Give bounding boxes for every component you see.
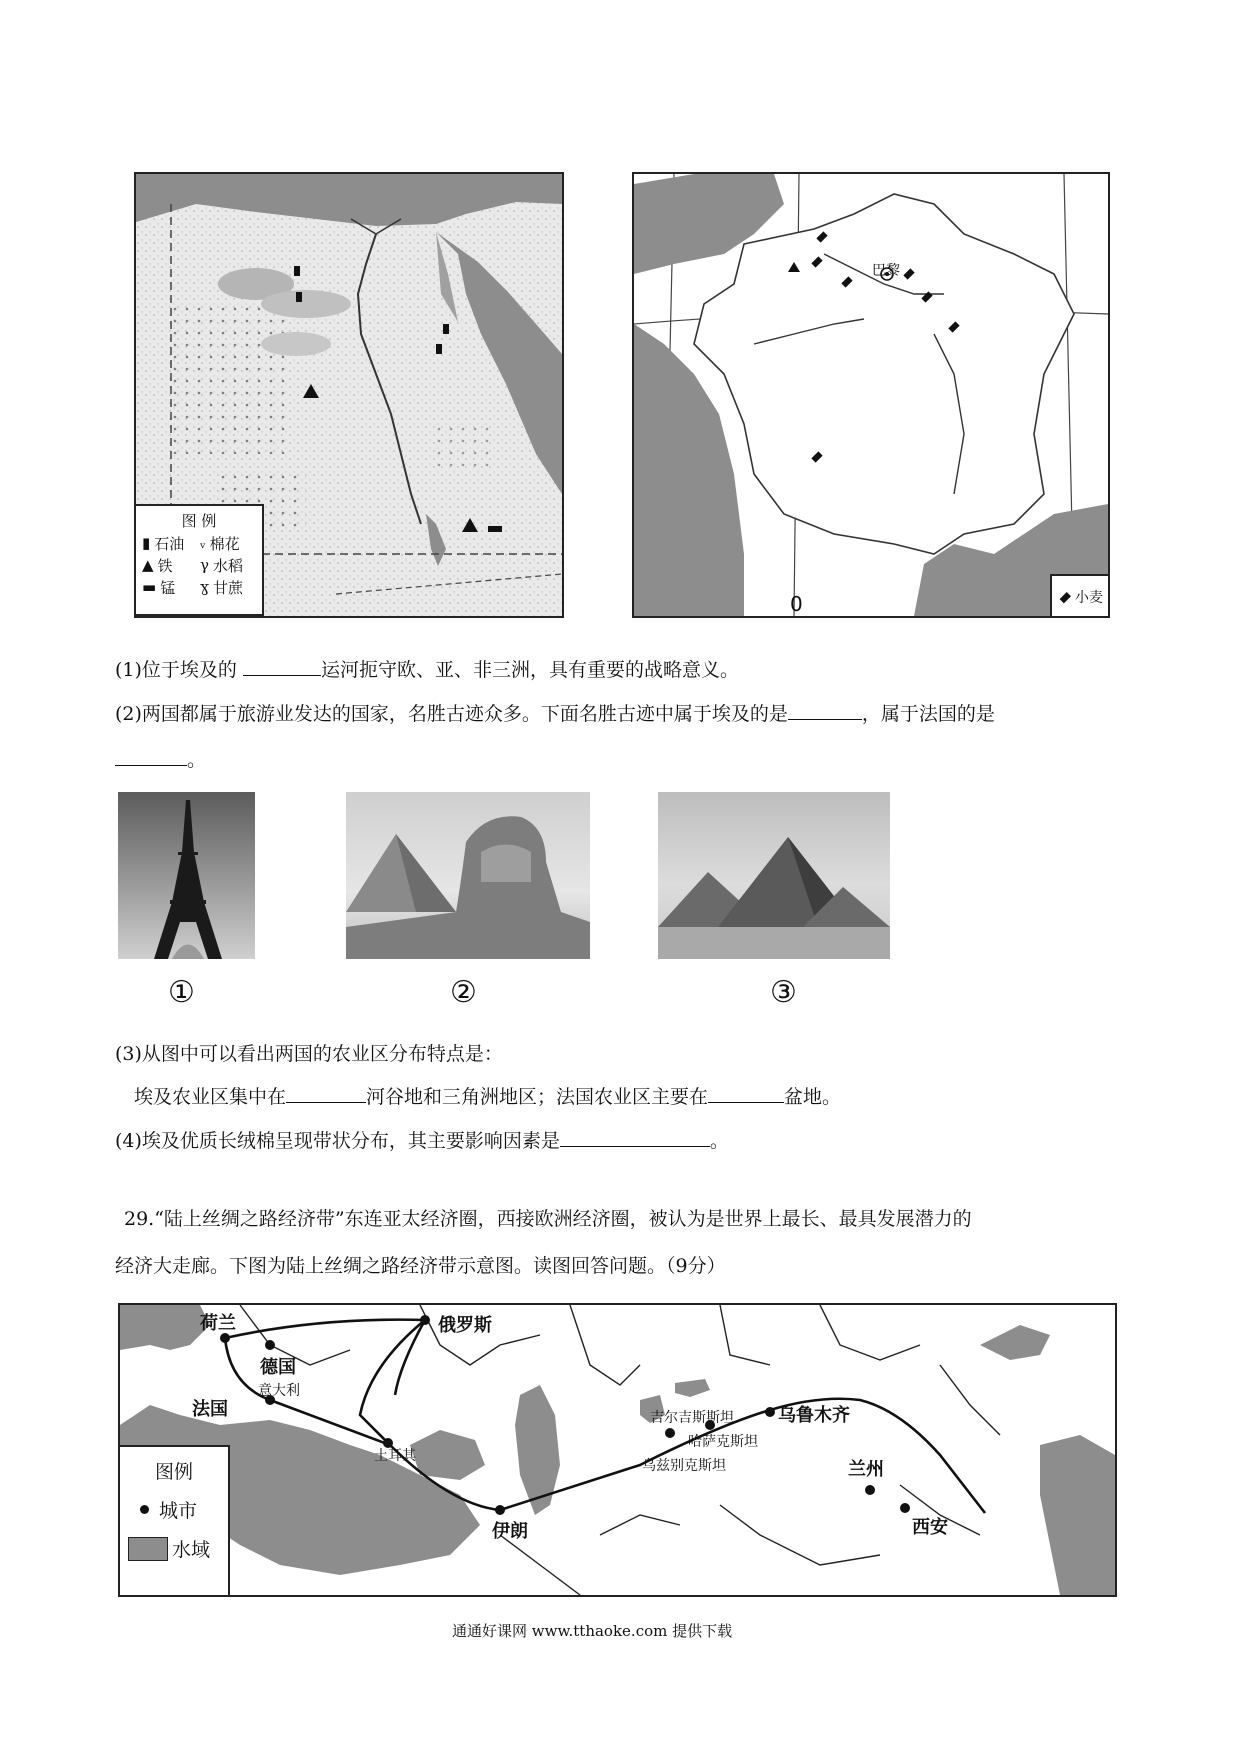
silk-road-map: [118, 1303, 1117, 1597]
q4-blank[interactable]: [560, 1128, 710, 1147]
wheat-icon: [1059, 590, 1073, 604]
photo-label-3: ③: [770, 975, 797, 1010]
rice-icon: γ: [200, 556, 209, 574]
iron-icon: ▲: [142, 556, 154, 574]
question-3-title: (3)从图中可以看出两国的农业区分布特点是：: [115, 1043, 503, 1065]
oil-icon: ▮: [142, 534, 151, 552]
city-dot-icon: [140, 1505, 149, 1514]
photo-eiffel-tower: [118, 792, 255, 959]
question-2-line2: 。: [115, 746, 206, 774]
question-3-line: 埃及农业区集中在 河谷地和三角洲地区；法国农业区主要在 盆地。: [134, 1086, 842, 1108]
city-france: 法国: [192, 1399, 228, 1420]
q1-blank[interactable]: [243, 657, 321, 676]
q3-blank-egypt[interactable]: [286, 1084, 366, 1103]
city-uzbekistan: 乌兹别克斯坦: [642, 1458, 726, 1474]
silk-legend: [118, 1445, 230, 1597]
city-iran: 伊朗: [492, 1521, 528, 1542]
france-map: [632, 172, 1110, 618]
city-italy: 意大利: [258, 1383, 300, 1399]
legend-sugarcane: ɣ 甘蔗: [200, 578, 244, 597]
wheat-legend-label: 小麦: [1075, 590, 1103, 606]
paris-label: 巴黎: [872, 263, 900, 279]
photo-label-2: ②: [450, 975, 477, 1010]
city-russia: 俄罗斯: [438, 1315, 492, 1336]
city-germany: 德国: [260, 1357, 296, 1378]
egypt-legend: [134, 504, 264, 616]
legend-oil: ▮ 石油: [142, 534, 185, 553]
meridian-label: 0: [790, 592, 803, 616]
legend-manganese: ▬ 锰: [142, 578, 176, 597]
question-29-line2: 经济大走廊。下图为陆上丝绸之路经济带示意图。读图回答问题。（9分）: [115, 1255, 726, 1277]
photo-sphinx-pyramid: [346, 792, 590, 959]
egypt-map: [134, 172, 564, 618]
city-kyrgyzstan: 吉尔吉斯斯坦: [650, 1410, 734, 1426]
q3-blank-france[interactable]: [708, 1084, 784, 1103]
question-29-line1: 29.“陆上丝绸之路经济带”东连亚太经济圈，西接欧洲经济圈，被认为是世界上最长、最具发展潜力的: [124, 1208, 972, 1230]
egypt-legend-title: 图 例: [181, 512, 217, 530]
water-swatch-icon: [128, 1537, 168, 1561]
france-map-graphic: [634, 174, 1108, 616]
manganese-icon: ▬: [142, 578, 157, 596]
legend-rice: γ 水稻: [200, 556, 243, 575]
city-xian: 西安: [912, 1517, 948, 1538]
legend-cotton: ᵥ 棉花: [200, 534, 240, 553]
city-kazakhstan: 哈萨克斯坦: [688, 1434, 758, 1450]
q2-blank-france[interactable]: [115, 747, 187, 766]
city-turkey: 土耳其: [374, 1448, 416, 1464]
photo-label-1: ①: [168, 975, 195, 1010]
question-4: (4)埃及优质长绒棉呈现带状分布，其主要影响因素是 。: [115, 1130, 729, 1152]
city-lanzhou: 兰州: [848, 1459, 884, 1480]
city-netherlands: 荷兰: [200, 1313, 236, 1334]
silk-legend-city: 城市: [159, 1500, 198, 1522]
france-legend: [1050, 574, 1110, 618]
city-urumqi: 乌鲁木齐: [778, 1405, 850, 1426]
silk-road-map-graphic: [120, 1305, 1115, 1595]
question-1: (1)位于埃及的 运河扼守欧、亚、非三洲，具有重要的战略意义。: [115, 659, 739, 681]
silk-legend-title: 图例: [154, 1461, 193, 1483]
photo-pyramids: [658, 792, 890, 959]
question-2-line1: (2)两国都属于旅游业发达的国家，名胜古迹众多。下面名胜古迹中属于埃及的是 ，属于法国的是: [115, 703, 995, 725]
silk-legend-water: 水域: [172, 1539, 211, 1561]
legend-iron: ▲ 铁: [142, 556, 173, 575]
sugarcane-icon: ɣ: [200, 578, 209, 596]
cotton-icon: ᵥ: [200, 534, 206, 552]
q2-blank-egypt[interactable]: [788, 701, 862, 720]
footer-text: 通通好课网 www.tthaoke.com 提供下载: [452, 1622, 733, 1640]
